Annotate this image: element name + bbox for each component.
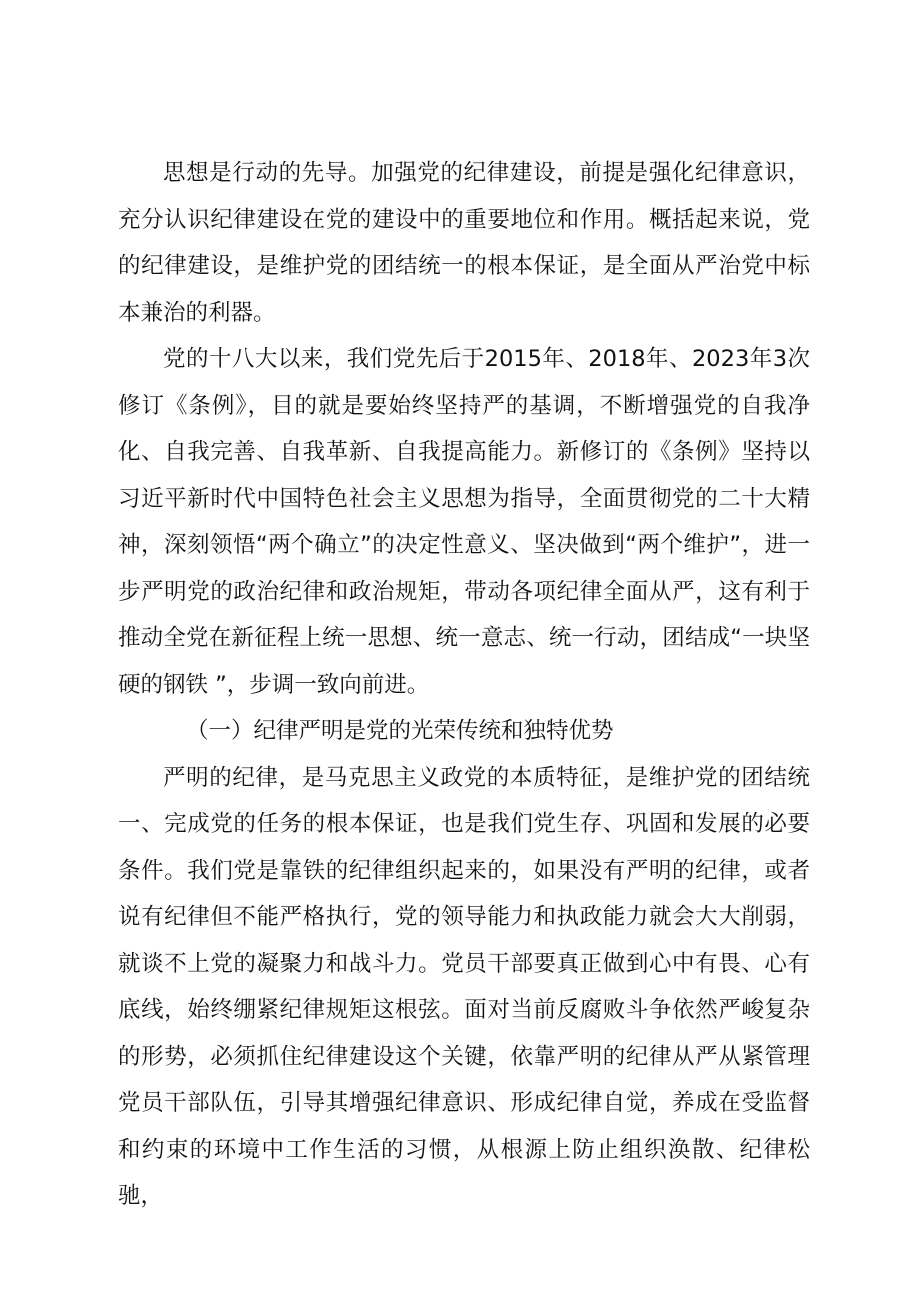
paragraph-2: 党的十八大以来，我们党先后于2015年、2018年、2023年3次修订《条例》，目的就是要始终坚持严的基调，不断增强党的自我净化、自我完善、自我革新、自我提高能力。新修订的《条例》坚持以习近平新时代中国特色社会主义思想为指导，全面贯彻党的二十大精神，深刻领悟“两个确立”的决定性意义、坚决做到“两个维护”，进一步严明党的政治纪律和政治规矩，带动各项纪律全面从严，这有利于推动全党在新征程上统一思想、统一意志、统一行动，团结成“一块坚硬的钢铁 ”，步调一致向前进。 — [118, 346, 810, 698]
paragraph-1: 思想是行动的先导。加强党的纪律建设，前提是强化纪律意识，充分认识纪律建设在党的建设中的重要地位和作用。概括起来说，党的纪律建设，是维护党的团结统一的根本保证，是全面从严治党中标本兼治的利器。 — [118, 160, 810, 326]
paragraph-3: 严明的纪律，是马克思主义政党的本质特征，是维护党的团结统一、完成党的任务的根本保证，也是我们党生存、巩固和发展的必要条件。我们党是靠铁的纪律组织起来的，如果没有严明的纪律，或者说有纪律但不能严格执行，党的领导能力和执政能力就会大大削弱，就谈不上党的凝聚力和战斗力。党员干部要真正做到心中有畏、心有底线，始终绷紧纪律规矩这根弦。面对当前反腐败斗争依然严峻复杂的形势，必须抓住纪律建设这个关键，依靠严明的纪律从严从紧管理党员干部队伍，引导其增强纪律意识、形成纪律自觉，养成在受监督和约束的环境中工作生活的习惯，从根源上防止组织涣散、纪律松驰， — [118, 764, 810, 1209]
document-body — [118, 150, 810, 1220]
section-heading: （一）纪律严明是党的光荣传统和独特优势 — [186, 718, 614, 744]
